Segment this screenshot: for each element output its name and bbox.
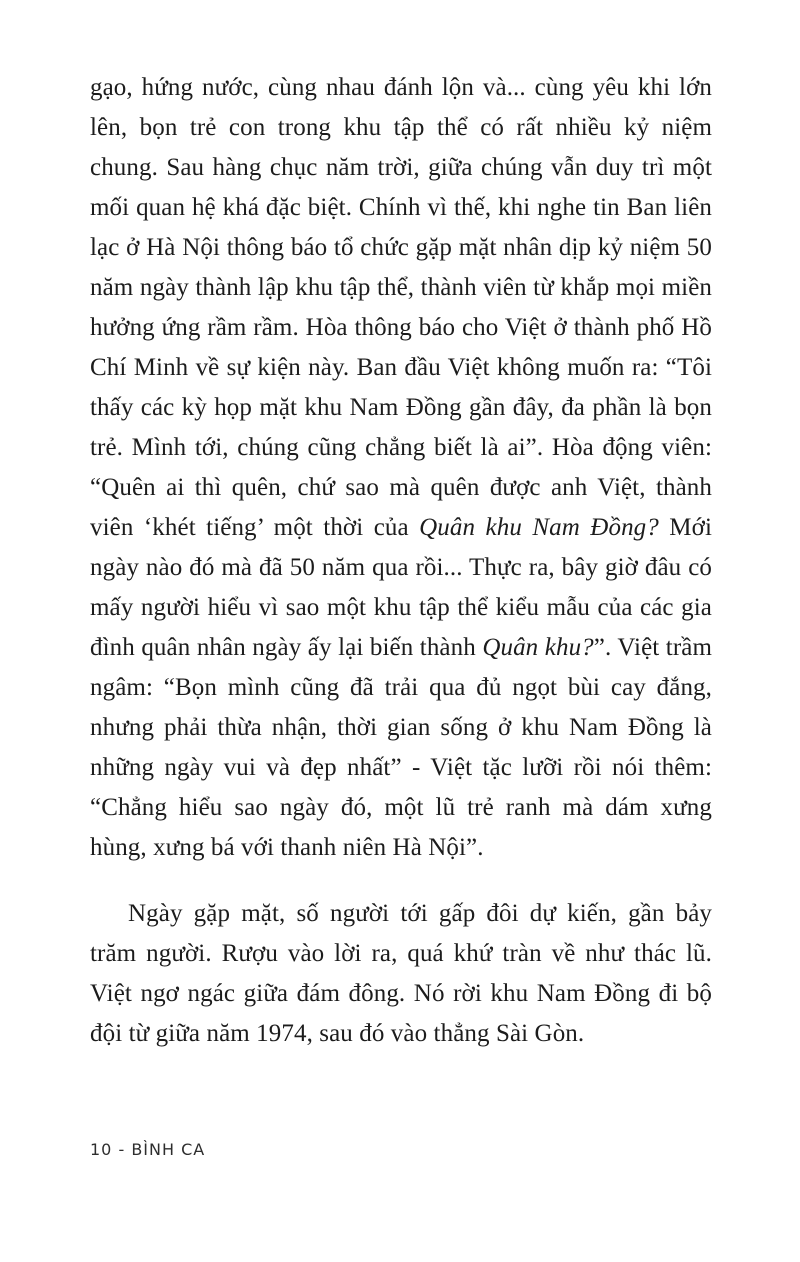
page-number: 10 bbox=[90, 1140, 113, 1159]
text-segment-italic: Quân khu? bbox=[482, 634, 594, 661]
text-segment: gạo, hứng nước, cùng nhau đánh lộn và... cùng yêu khi lớn lên, bọn trẻ con trong khu tập thể có rất nhiều kỷ niệm chung. Sau hàng chục năm trời, giữa chúng vẫn duy trì một mối quan hệ khá đặc biệt. Chính vì thế, khi nghe tin Ban liên lạc ở Hà Nội thông báo tổ chức gặp mặt nhân dịp kỷ niệm 50 năm ngày thành lập khu tập thể, thành viên từ khắp mọi miền hưởng ứng rầm rầm. Hòa thông báo cho Việt ở thành phố Hồ Chí Minh về sự kiện này. Ban đầu Việt không muốn ra: “Tôi thấy các kỳ họp mặt khu Nam Đồng gần đây, đa phần là bọn trẻ. Mình tới, chúng cũng chẳng biết là ai”. Hòa động viên: “Quên ai thì quên, chứ sao mà quên được anh Việt, thành viên ‘khét tiếng’ một thời của bbox=[90, 74, 712, 541]
text-segment: Ngày gặp mặt, số người tới gấp đôi dự kiến, gần bảy trăm người. Rượu vào lời ra, quá khứ tràn về như thác lũ. Việt ngơ ngác giữa đám đông. Nó rời khu Nam Đồng đi bộ đội từ giữa năm 1974, sau đó vào thẳng Sài Gòn. bbox=[90, 900, 712, 1047]
book-title: BÌNH CA bbox=[131, 1140, 206, 1159]
body-paragraph-2 bbox=[90, 894, 712, 1054]
text-segment: Mới ngày nào đó mà đã 50 năm qua rồi... Thực ra, bây giờ đâu có mấy người hiểu vì sao một khu tập thể kiểu mẫu của các gia đình quân nhân ngày ấy lại biến thành bbox=[90, 514, 712, 661]
page-text bbox=[90, 68, 712, 1054]
body-paragraph-1 bbox=[90, 68, 712, 868]
footer-separator: - bbox=[118, 1140, 126, 1159]
text-segment: ”. Việt trầm ngâm: “Bọn mình cũng đã trải qua đủ ngọt bùi cay đắng, nhưng phải thừa nhận, thời gian sống ở khu Nam Đồng là những ngày vui và đẹp nhất” - Việt tặc lưỡi rồi nói thêm: “Chẳng hiểu sao ngày đó, một lũ trẻ ranh mà dám xưng hùng, xưng bá với thanh niên Hà Nội”. bbox=[90, 634, 713, 861]
page-footer bbox=[90, 1140, 205, 1159]
text-segment-italic: Quân khu Nam Đồng? bbox=[419, 514, 659, 541]
